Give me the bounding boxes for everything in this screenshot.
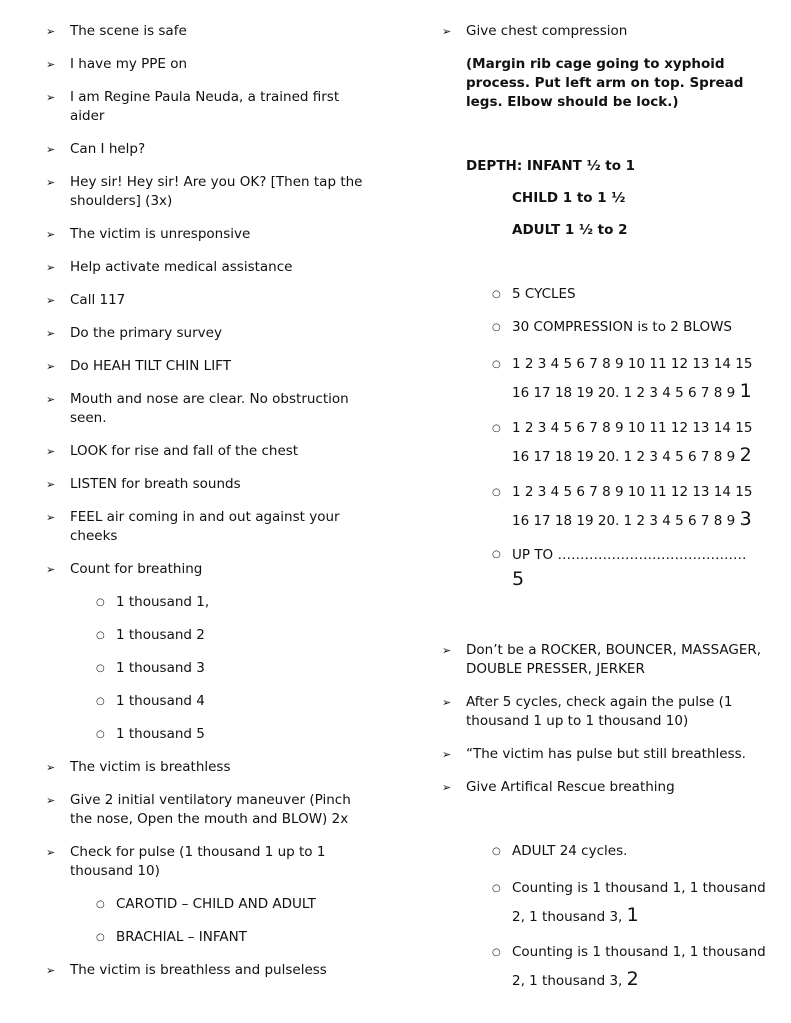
- arrow-bullet-icon: ➢: [46, 511, 56, 524]
- arrow-bullet-icon: ➢: [46, 964, 56, 977]
- item-text: The victim is breathless and pulseless: [70, 962, 327, 978]
- item-text: LOOK for rise and fall of the chest: [70, 443, 299, 459]
- list-item: [46, 140, 376, 159]
- item-text: The victim is unresponsive: [70, 226, 251, 242]
- arrow-bullet-icon: ➢: [46, 261, 56, 274]
- sub-item-text: 30 COMPRESSION is to 2 BLOWS: [512, 319, 733, 335]
- sub-item-text: 1 thousand 5: [116, 726, 205, 742]
- count-item: [442, 415, 772, 471]
- circle-bullet-icon: ○: [492, 359, 501, 370]
- circle-bullet-icon: ○: [492, 883, 501, 894]
- sub-item: [46, 692, 376, 711]
- arrow-bullet-icon: ➢: [46, 58, 56, 71]
- count-item: [442, 351, 772, 407]
- up-to-text: UP TO ……………………………………: [512, 547, 747, 563]
- item-text: After 5 cycles, check again the pulse (1 thousand 1 up to 1 thousand 10): [466, 694, 733, 729]
- counting-item: [442, 939, 772, 995]
- right-column: [442, 22, 772, 1003]
- list-item: [46, 560, 376, 579]
- sub-item-text: 1 thousand 4: [116, 693, 205, 709]
- item-text: Give 2 initial ventilatory maneuver (Pinch the nose, Open the mouth and BLOW) 2x: [70, 792, 351, 827]
- item-text: Count for breathing: [70, 561, 203, 577]
- count-number: 1: [739, 380, 752, 402]
- sub-item-text: BRACHIAL – INFANT: [116, 929, 247, 945]
- circle-bullet-icon: ○: [492, 947, 501, 958]
- list-item: [46, 22, 376, 41]
- item-text: I have my PPE on: [70, 56, 188, 72]
- depth-infant: DEPTH: INFANT ½ to 1: [466, 158, 636, 174]
- item-text: Do HEAH TILT CHIN LIFT: [70, 358, 231, 374]
- up-to-number: 5: [512, 568, 525, 590]
- list-item: [46, 961, 376, 980]
- counting-item: [442, 875, 772, 931]
- item-text: FEEL air coming in and out against your cheeks: [70, 509, 340, 544]
- list-item: [442, 22, 772, 41]
- sub-item: [46, 626, 376, 645]
- circle-bullet-icon: ○: [492, 322, 501, 333]
- arrow-bullet-icon: ➢: [442, 748, 452, 761]
- item-text: Check for pulse (1 thousand 1 up to 1 thousand 10): [70, 844, 326, 879]
- arrow-bullet-icon: ➢: [46, 445, 56, 458]
- list-item: [46, 55, 376, 74]
- arrow-bullet-icon: ➢: [46, 91, 56, 104]
- circle-bullet-icon: ○: [96, 899, 105, 910]
- compression-note: (Margin rib cage going to xyphoid process. Put left arm on top. Spread legs. Elbow should be lock.): [466, 56, 744, 110]
- count-text: 1 2 3 4 5 6 7 8 9 10 11 12 13 14 15 16 17 18 19 20. 1 2 3 4 5 6 7 8 9: [512, 420, 753, 465]
- arrow-bullet-icon: ➢: [46, 25, 56, 38]
- counting-number: 1: [626, 904, 639, 926]
- arrow-bullet-icon: ➢: [46, 761, 56, 774]
- sub-item: [442, 318, 772, 337]
- circle-bullet-icon: ○: [96, 663, 105, 674]
- arrow-bullet-icon: ➢: [442, 696, 452, 709]
- arrow-bullet-icon: ➢: [46, 228, 56, 241]
- item-text: The victim is breathless: [70, 759, 231, 775]
- arrow-bullet-icon: ➢: [442, 644, 452, 657]
- item-text: Can I help?: [70, 141, 146, 157]
- sub-item-text: 1 thousand 3: [116, 660, 205, 676]
- arrow-bullet-icon: ➢: [46, 360, 56, 373]
- arrow-bullet-icon: ➢: [46, 143, 56, 156]
- list-item: [46, 843, 376, 881]
- list-item: [442, 693, 772, 731]
- arrow-bullet-icon: ➢: [46, 176, 56, 189]
- item-text: Mouth and nose are clear. No obstruction seen.: [70, 391, 349, 426]
- circle-bullet-icon: ○: [492, 289, 501, 300]
- arrow-bullet-icon: ➢: [442, 25, 452, 38]
- sub-item-text: 5 CYCLES: [512, 286, 576, 302]
- circle-bullet-icon: ○: [96, 932, 105, 943]
- counting-text: Counting is 1 thousand 1, 1 thousand 2, 1 thousand 3,: [512, 944, 766, 989]
- arrow-bullet-icon: ➢: [46, 794, 56, 807]
- sub-item: [46, 593, 376, 612]
- list-item: [46, 291, 376, 310]
- arrow-bullet-icon: ➢: [46, 393, 56, 406]
- list-item: [46, 357, 376, 376]
- arrow-bullet-icon: ➢: [46, 846, 56, 859]
- circle-bullet-icon: ○: [492, 549, 501, 560]
- item-text: Help activate medical assistance: [70, 259, 293, 275]
- sub-item-text: ADULT 24 cycles.: [512, 843, 628, 859]
- circle-bullet-icon: ○: [96, 729, 105, 740]
- count-item: [442, 479, 772, 535]
- up-to-item: [442, 543, 772, 593]
- sub-item-text: CAROTID – CHILD AND ADULT: [116, 896, 316, 912]
- circle-bullet-icon: ○: [96, 597, 105, 608]
- item-text: Hey sir! Hey sir! Are you OK? [Then tap the shoulders] (3x): [70, 174, 363, 209]
- list-item: [442, 778, 772, 797]
- sub-item: [46, 659, 376, 678]
- sub-item: [442, 842, 772, 861]
- arrow-bullet-icon: ➢: [46, 294, 56, 307]
- item-text: The scene is safe: [70, 23, 187, 39]
- circle-bullet-icon: ○: [96, 696, 105, 707]
- item-text: Call 117: [70, 292, 126, 308]
- list-item: [46, 791, 376, 829]
- sub-item-text: 1 thousand 2: [116, 627, 205, 643]
- list-item: [46, 225, 376, 244]
- depth-child: CHILD 1 to 1 ½: [512, 190, 626, 206]
- count-text: 1 2 3 4 5 6 7 8 9 10 11 12 13 14 15 16 17 18 19 20. 1 2 3 4 5 6 7 8 9: [512, 356, 753, 401]
- list-item: [46, 258, 376, 277]
- list-item: [46, 508, 376, 546]
- left-column: [46, 22, 376, 994]
- item-text: I am Regine Paula Neuda, a trained first aider: [70, 89, 340, 124]
- item-text: Don’t be a ROCKER, BOUNCER, MASSAGER, DOUBLE PRESSER, JERKER: [466, 642, 762, 677]
- list-item: [46, 442, 376, 461]
- list-item: [46, 475, 376, 494]
- arrow-bullet-icon: ➢: [442, 781, 452, 794]
- item-text: LISTEN for breath sounds: [70, 476, 241, 492]
- arrow-bullet-icon: ➢: [46, 478, 56, 491]
- arrow-bullet-icon: ➢: [46, 327, 56, 340]
- count-number: 3: [739, 508, 752, 530]
- list-item: [46, 758, 376, 777]
- item-text: Do the primary survey: [70, 325, 222, 341]
- list-item: [46, 324, 376, 343]
- counting-number: 2: [626, 968, 639, 990]
- list-item: [442, 745, 772, 764]
- sub-item: [442, 285, 772, 304]
- circle-bullet-icon: ○: [492, 846, 501, 857]
- sub-item: [46, 928, 376, 947]
- item-text: “The victim has pulse but still breathless.: [466, 746, 746, 762]
- counting-text: Counting is 1 thousand 1, 1 thousand 2, 1 thousand 3,: [512, 880, 766, 925]
- circle-bullet-icon: ○: [492, 487, 501, 498]
- list-item: [46, 173, 376, 211]
- arrow-bullet-icon: ➢: [46, 563, 56, 576]
- list-item: [46, 390, 376, 428]
- count-number: 2: [739, 444, 752, 466]
- circle-bullet-icon: ○: [96, 630, 105, 641]
- sub-item: [46, 725, 376, 744]
- list-item: [442, 641, 772, 679]
- count-text: 1 2 3 4 5 6 7 8 9 10 11 12 13 14 15 16 17 18 19 20. 1 2 3 4 5 6 7 8 9: [512, 484, 753, 529]
- list-item: [46, 88, 376, 126]
- circle-bullet-icon: ○: [492, 423, 501, 434]
- item-text: Give Artifical Rescue breathing: [466, 779, 675, 795]
- sub-item: [46, 895, 376, 914]
- depth-adult: ADULT 1 ½ to 2: [512, 222, 628, 238]
- sub-item-text: 1 thousand 1,: [116, 594, 210, 610]
- item-text: Give chest compression: [466, 23, 628, 39]
